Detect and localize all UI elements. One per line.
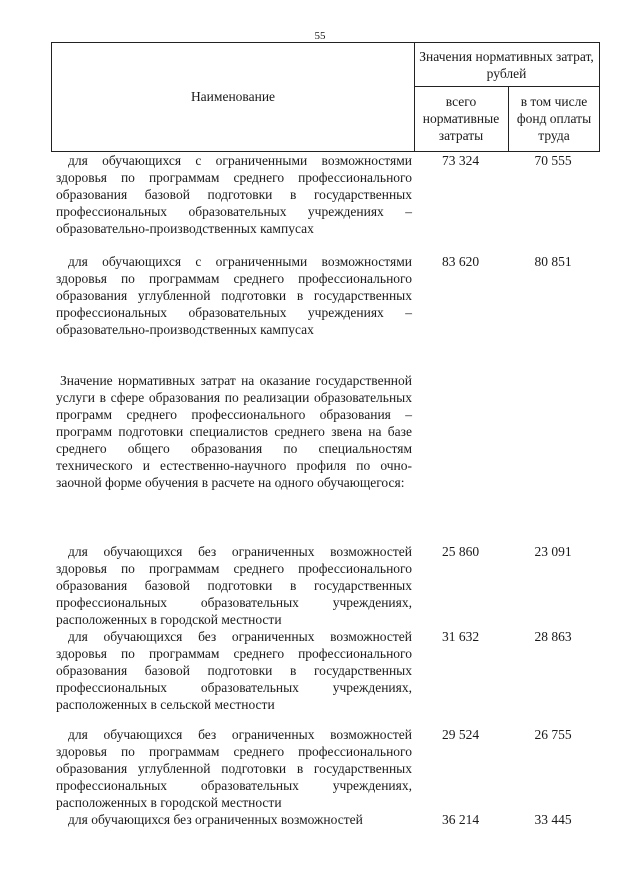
- row-description: для обучающихся с ограниченными возможностями здоровья по программам среднего профессионального образования базовой подготовки в государственных профессиональных образовательных учреждениях – образовательно-производственных кампусах: [56, 153, 412, 236]
- section-description: Значение нормативных затрат на оказание государственной услуги в сфере образования по реализации образовательных программ среднего профессионального образования – программ подготовки специалистов среднего звена на базе среднего общего образования по специальностям технического и естественно-научного профиля по очно-заочной форме обучения в расчете на одного обучающегося:: [56, 373, 412, 490]
- row-fund-value: 28 863: [534, 629, 572, 644]
- column-header-values: Значения нормативных затрат, рублей: [414, 43, 599, 87]
- row-description: для обучающихся с ограниченными возможностями здоровья по программам среднего профессионального образования углубленной подготовки в государственных профессиональных образовательных учреждениях – образовательно-производственных кампусах: [56, 254, 412, 337]
- table-header: [51, 42, 600, 152]
- row-fund-value: 70 555: [534, 153, 572, 168]
- row-description: для обучающихся без ограниченных возможностей здоровья по программам среднего профессионального образования углубленной подготовки в государственных профессиональных образовательных учреждениях, расположенных в городской местности: [56, 727, 412, 810]
- row-fund-value: 26 755: [534, 727, 572, 742]
- row-total-value: 83 620: [441, 254, 480, 269]
- row-description: для обучающихся без ограниченных возможностей здоровья по программам среднего профессионального образования базовой подготовки в государственных профессиональных образовательных учреждениях, расположенных в городской местности: [56, 544, 412, 627]
- row-total-value: 31 632: [441, 629, 480, 644]
- page-number: 55: [314, 30, 326, 42]
- column-header-total: всего нормативные затраты: [414, 87, 509, 151]
- row-total-value: 29 524: [441, 727, 480, 742]
- column-header-name: Наименование: [52, 43, 415, 151]
- row-fund-value: 23 091: [534, 544, 572, 559]
- row-total-value: 73 324: [441, 153, 480, 168]
- column-header-fund: в том числе фонд оплаты труда: [516, 94, 592, 143]
- row-fund-value: 33 445: [534, 812, 572, 827]
- row-total-value: 25 860: [441, 544, 480, 559]
- row-total-value: 36 214: [441, 812, 480, 827]
- row-description: для обучающихся без ограниченных возможностей здоровья по программам среднего профессионального образования базовой подготовки в государственных профессиональных образовательных учреждениях, расположенных в сельской местности: [56, 629, 412, 712]
- row-fund-value: 80 851: [534, 254, 572, 269]
- row-description: для обучающихся без ограниченных возможностей: [68, 812, 363, 827]
